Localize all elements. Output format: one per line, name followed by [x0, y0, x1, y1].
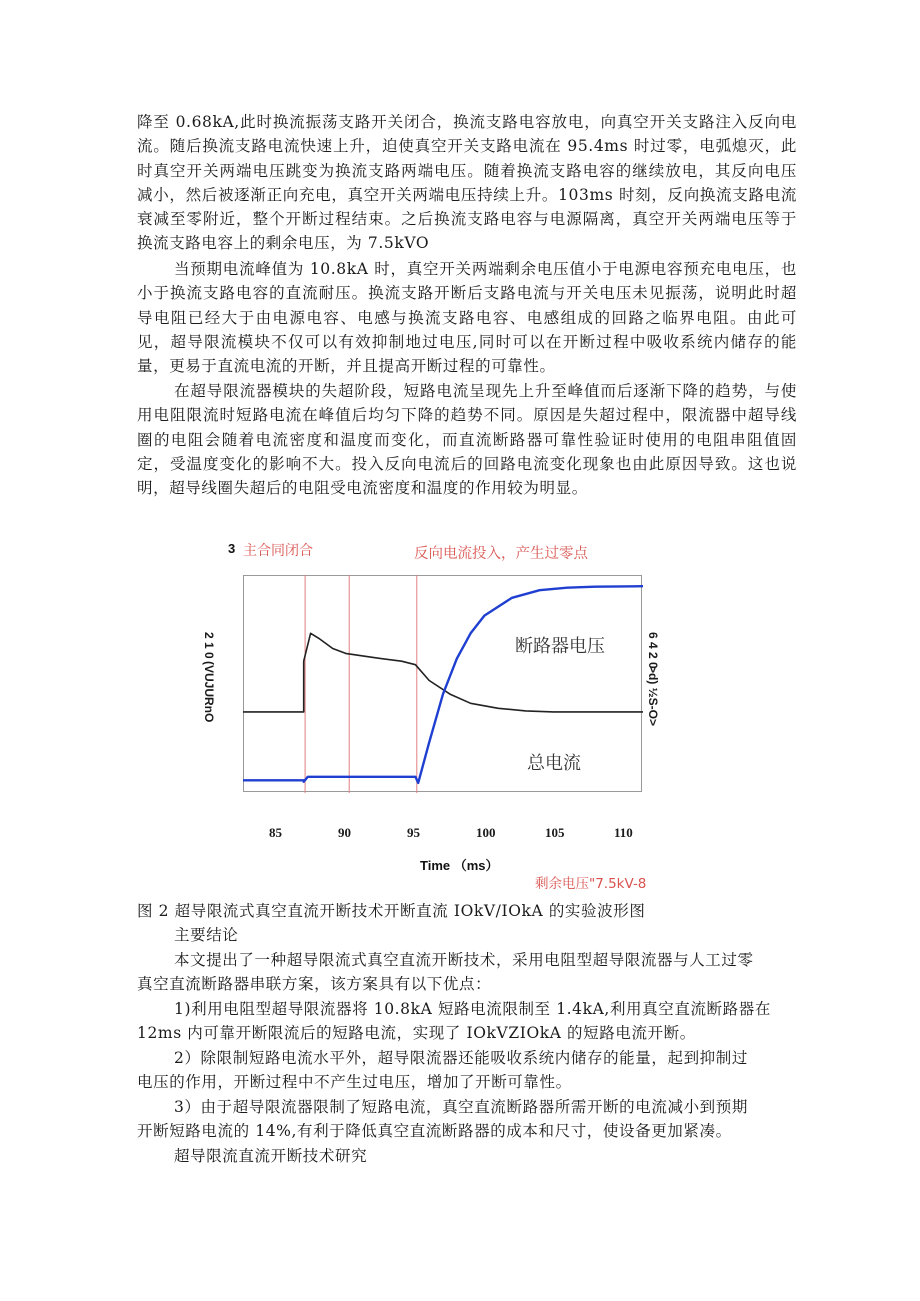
figure-caption: 图 2 超导限流式真空直流开断技术开断直流 IOkV/IOkA 的实验波形图 [137, 902, 646, 920]
figure-label-number: 3 [228, 541, 236, 556]
conclusion-item3-2: 开断短路电流的 14%,有利于降低真空直流断路器的成本和尺寸，使设备更加紧凑。 [137, 1122, 732, 1140]
annotation-reverse-current: 反向电流投入，产生过零点 [414, 546, 588, 562]
x-tick-label: 105 [545, 825, 565, 840]
conclusion-item2-1: 2）除限制短路电流水平外，超导限流器还能吸收系统内储存的能量，起到抑制过 [174, 1049, 748, 1067]
paragraph-quench-stage: 在超导限流器模块的失超阶段，短路电流呈现先上升至峰值而后逐渐下降的趋势，与使用电阻限流时短路电流在峰值后均匀下降的趋势不同。原因是失超过程中，限流器中超导线圈的电阻会随着电流密度和温度而变化，而直流断路器可靠性验证时使用的电阻串阻值固定，受温度变化的影响不大。投入反向电流后的回路电流变化现象也由此原因导致。这也说明，超导线圈失超后的电阻受电流密度和温度的作用较为明显。 [137, 382, 797, 498]
right-axis-title: >d) ½S-O> [646, 666, 660, 727]
x-axis-title: Time （ms） [420, 858, 499, 873]
right-axis-numbers: 6 4 2 0 [646, 632, 660, 669]
left-axis-numbers: 2 1 0 [202, 632, 216, 659]
conclusion-item2-2: 电压的作用，开断过程中不产生过电压，增加了开断可靠性。 [137, 1073, 572, 1091]
paragraph-residual-voltage: 当预期电流峰值为 10.8kA 时，真空开关两端剩余电压值小于电源电容预充电电压，也小于换流支路电容的直流耐压。换流支路开断后支路电流与开关电压未见振荡，说明此时超导电阻已经大于由电源电容、电感与换流支路电容、电感组成的回路之临界电阻。由此可见，超导限流模块不仅可以有效抑制地过电压,同时可以在开断过程中吸收系统内储存的能量，更易于直流电流的开断，并且提高开断过程的可靠性。 [137, 260, 797, 376]
x-tick-label: 95 [407, 825, 420, 840]
paragraph-current-transfer: 降至 0.68kA,此时换流振荡支路开关闭合，换流支路电容放电，向真空开关支路注入反向电流。随后换流支路电流快速上升，迫使真空开关支路电流在 95.4ms 时过零，电弧熄灭，此时真空开关两端电压跳变为换流支路两端电压。随着换流支路电容的继续放电，其反向电压减小，然后被逐渐正向充电，真空开关两端电压持续上升。103ms 时刻，反向换流支路电流衰减至零附近，整个开断过程结束。之后换流支路电容与电源隔离，真空开关两端电压等于换流支路电容上的剩余电压，为 7.5kVO [137, 113, 797, 253]
conclusion-item3-1: 3）由于超导限流器限制了短路电流，真空直流断路器所需开断的电流减小到预期 [174, 1098, 748, 1116]
label-breaker-voltage: 断路器电压 [515, 636, 605, 657]
x-tick-label: 85 [269, 825, 282, 840]
label-total-current: 总电流 [527, 753, 581, 774]
conclusion-intro-2: 真空直流断路器串联方案，该方案具有以下优点： [137, 975, 492, 993]
waveform-chart [243, 575, 643, 793]
residual-voltage-note: 剩余电压"7.5kV-8 [535, 876, 647, 892]
footer-title: 超导限流直流开断技术研究 [174, 1147, 368, 1165]
conclusion-intro-1: 本文提出了一种超导限流式真空直流开断技术，采用电阻型超导限流器与人工过零 [174, 951, 754, 969]
conclusion-item1-2: 12ms 内可靠开断限流后的短路电流，实现了 IOkVZIOkA 的短路电流开断。 [137, 1024, 696, 1042]
x-tick-label: 110 [614, 825, 633, 840]
x-tick-label: 90 [338, 825, 351, 840]
annotation-main-close: 主合同闭合 [243, 543, 313, 559]
conclusion-item1-1: 1)利用电阻型超导限流器将 10.8kA 短路电流限制至 1.4kA,利用真空直流断路器在 [174, 1000, 771, 1018]
section-heading: 主要结论 [174, 926, 239, 944]
x-tick-label: 100 [476, 825, 496, 840]
left-axis-title: (VUJURnO [202, 661, 216, 723]
